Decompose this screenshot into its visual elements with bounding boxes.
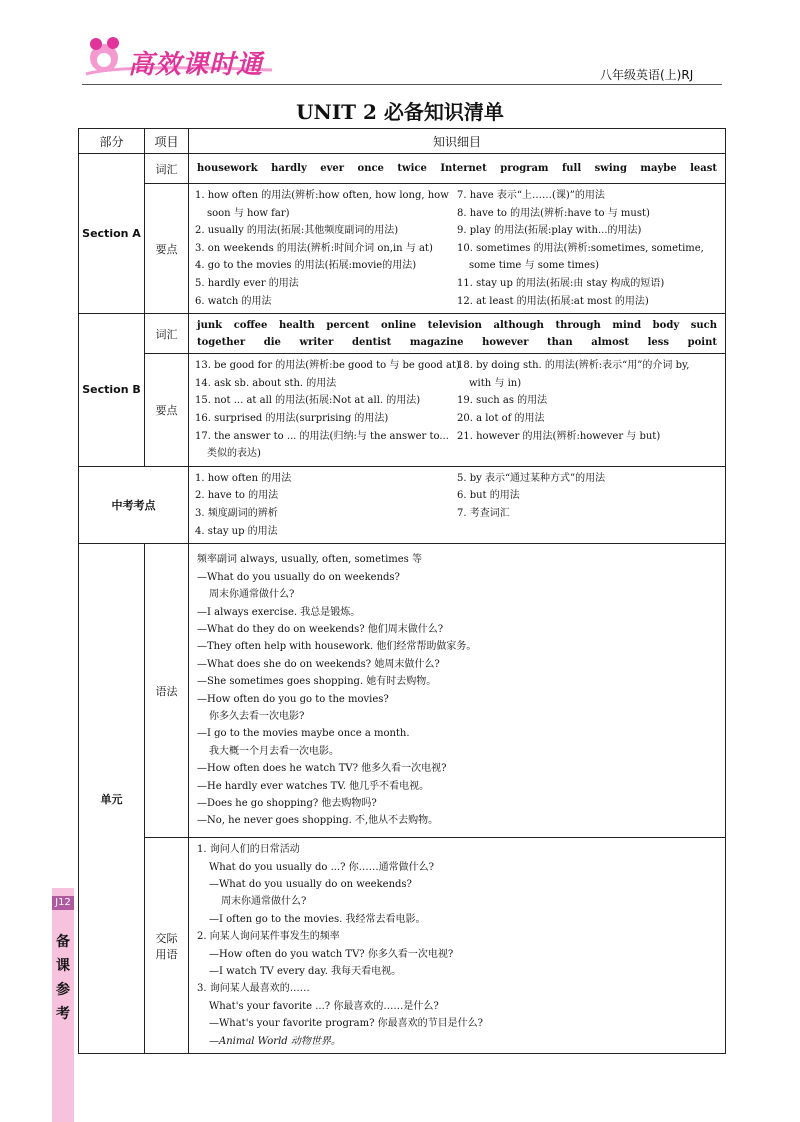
list-item: —What's your favorite program? 你最喜欢的节目是什么? [209,1018,483,1030]
section-b-points-right [457,357,719,463]
unit-phrases-row [79,838,726,1054]
list-item: —What does she do on weekends? 她周末做什么? [197,658,440,670]
list-item: —I often go to the movies. 我经常去看电影。 [209,913,426,925]
list-item: 14. ask sb. about sth. 的用法 [195,377,337,389]
list-item: 2. 向某人询问某件事发生的频率 [197,931,340,943]
grade-label: 八年级英语(上)RJ [600,68,694,82]
list-item: 我大概一个月去看一次电影。 [209,745,339,757]
list-item: 3. 询问某人最喜欢的…… [197,983,310,995]
list-item: —No, he never goes shopping. 不,他从不去购物。 [197,815,439,827]
list-item: 8. have to 的用法(辨析:have to 与 must) [457,207,650,219]
grammar-label: 语法 [145,544,189,838]
list-item: —How often do you watch TV? 你多久看一次电视? [209,948,454,960]
list-item: What's your favorite ...? 你最喜欢的……是什么? [209,1000,439,1012]
header-rule [82,84,722,85]
list-item: 2. have to 的用法 [195,490,279,502]
list-item: 1. how often 的用法(辨析:how often, how long, how [195,190,449,201]
section-b-label: Section B [79,314,145,467]
list-item: 周末你通常做什么? [221,896,307,908]
section-a-vocab: housework hardly ever once twice Internet program full swing maybe least [189,154,726,184]
list-item: 7. 考查词汇 [457,507,510,519]
side-label: 备 课 参 考 [56,934,70,1022]
list-item: 3. 频度副词的辨析 [195,507,278,519]
list-item: —What do you usually do on weekends? [197,571,400,583]
list-item: —I watch TV every day. 我每天看电视。 [209,965,402,977]
list-item: 5. hardly ever 的用法 [195,277,299,289]
list-item: —What do you usually do on weekends? [209,878,412,890]
list-item: 类似的表达) [207,448,261,460]
section-b-vocab-row [79,314,726,354]
list-item: —I go to the movies maybe once a month. [197,728,410,740]
section-b-vocab [189,314,726,354]
knowledge-table [78,128,726,1054]
section-a-points-right [457,187,719,310]
list-item: 1. 询问人们的日常活动 [197,844,300,856]
section-a-vocab-row [79,154,726,184]
vocab-label: 词汇 [145,314,189,354]
section-a-points-left [195,187,457,310]
header-item: 项目 [145,129,189,154]
header-part: 部分 [79,129,145,154]
list-item: 4. stay up 的用法 [195,525,278,537]
list-item: 1. how often 的用法 [195,472,292,484]
list-item: —They often help with housework. 他们经常帮助做家务。 [197,641,477,653]
header-detail: 知识细目 [189,129,726,154]
list-item: What do you usually do ...? 你……通常做什么? [209,861,435,873]
list-item: soon 与 how far) [207,207,290,219]
list-item: with 与 in) [469,377,522,389]
list-item: 周末你通常做什么? [209,589,295,601]
list-item: 5. by 表示“通过某种方式”的用法 [457,472,606,484]
section-a-label: Section A [79,154,145,314]
list-item: 9. play 的用法(拓展:play with...的用法) [457,225,642,237]
grammar-content [189,548,725,833]
list-item: —Does he go shopping? 他去购物吗? [197,798,377,810]
list-item: 11. stay up 的用法(拓展:由 stay 构成的短语) [457,277,665,289]
section-a-points-row [79,184,726,314]
list-item: 15. not ... at all 的用法(拓展:Not at all. 的用法) [195,395,421,407]
vocab-line: together die writer dentist magazine however than almost less point [197,336,717,348]
list-item: —She sometimes goes shopping. 她有时去购物。 [197,676,437,688]
exam-points-left [195,470,457,540]
phrases-label: 交际 用语 [145,838,189,1054]
list-item: 频率副词 always, usually, often, sometimes 等 [197,554,422,566]
vocab-line: junk coffee health percent online television although through mind body such [197,319,717,331]
brand-name: 高效课时通 [128,50,264,80]
list-item: 7. have 表示“上……(课)”的用法 [457,190,605,201]
list-item: 16. surprised 的用法(surprising 的用法) [195,412,389,424]
list-item: 21. however 的用法(辨析:however 与 but) [457,430,661,442]
list-item: 12. at least 的用法(拓展:at most 的用法) [457,295,649,307]
unit-grammar-row [79,544,726,838]
exam-label: 中考考点 [79,466,189,543]
list-item: 17. the answer to ... 的用法(归纳:与 the answer to... [195,430,449,442]
list-item: 6. but 的用法 [457,490,520,502]
unit-label: 单元 [79,544,145,1054]
list-item: some time 与 some times) [469,260,600,272]
list-item: —Animal World 动物世界。 [209,1035,341,1047]
list-item: 你多久去看一次电影? [209,711,305,722]
list-item: 20. a lot of 的用法 [457,412,545,424]
list-item: —He hardly ever watches TV. 他几乎不看电视。 [197,780,430,792]
points-label: 要点 [145,184,189,314]
list-item: 19. such as 的用法 [457,395,548,407]
list-item: —I always exercise. 我总是锻炼。 [197,606,361,618]
exam-row [79,466,726,543]
section-b-points-left [195,357,460,463]
list-item: 10. sometimes 的用法(辨析:sometimes, sometime, [457,242,704,254]
list-item: 2. usually 的用法(拓展:其他频度副词的用法) [195,225,399,237]
vocab-label: 词汇 [145,154,189,184]
list-item: 18. by doing sth. 的用法(辨析:表示“用”的介词 by, [457,360,690,372]
list-item: —How often do you go to the movies? [197,693,389,705]
phrases-content [189,838,725,1053]
page-number: J12 [52,896,74,910]
page-title: UNIT 2 必备知识清单 [296,100,504,124]
exam-points-right [457,470,719,540]
list-item: —How often does he watch TV? 他多久看一次电视? [197,763,447,775]
section-b-points-row [79,354,726,467]
points-label: 要点 [145,354,189,467]
list-item: 4. go to the movies 的用法(拓展:movie的用法) [195,260,417,272]
table-header-row [79,129,726,154]
list-item: 13. be good for 的用法(辨析:be good to 与 be good at) [195,360,460,372]
list-item: —What do they do on weekends? 他们周末做什么? [197,623,444,635]
list-item: 6. watch 的用法 [195,295,272,307]
list-item: 3. on weekends 的用法(辨析:时间介词 on,in 与 at) [195,242,433,254]
